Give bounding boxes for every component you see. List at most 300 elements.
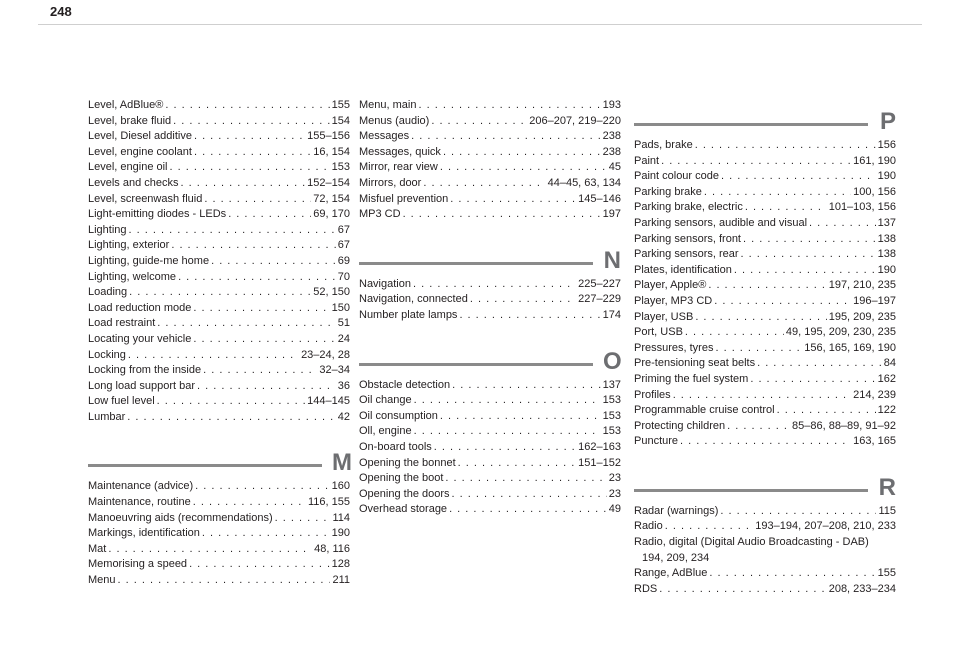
index-term: Paint — [634, 154, 660, 167]
index-term: Opening the boot — [359, 472, 444, 485]
index-term: Locking from the inside — [88, 364, 202, 377]
index-term: Lighting — [88, 223, 127, 236]
section-letter: R — [878, 473, 896, 501]
index-term: Locking — [88, 348, 126, 361]
index-entry — [634, 325, 896, 341]
index-term: Navigation — [359, 277, 411, 290]
dot-leader — [734, 263, 876, 279]
page-reference[interactable]: 174 — [602, 308, 621, 321]
dot-leader — [193, 495, 306, 511]
section-divider — [359, 363, 593, 366]
header-divider — [38, 24, 922, 25]
index-term: Level, engine coolant — [88, 145, 192, 158]
index-term: Maintenance (advice) — [88, 480, 194, 493]
index-entry — [88, 348, 350, 364]
dot-leader — [211, 254, 336, 270]
index-column-3 — [634, 98, 896, 597]
index-entry — [88, 332, 350, 348]
index-entry — [634, 519, 896, 535]
index-entry — [634, 200, 896, 216]
section-divider — [88, 464, 322, 467]
dot-leader — [165, 98, 329, 114]
dot-leader — [418, 98, 600, 114]
page-reference[interactable]: 145–146 — [578, 192, 621, 205]
section-header — [88, 439, 350, 475]
page-reference[interactable]: 153 — [331, 161, 350, 174]
section-divider — [634, 123, 868, 126]
page-reference[interactable]: 137 — [602, 378, 621, 391]
index-term: Protecting children — [634, 419, 726, 432]
page-reference[interactable]: 36 — [337, 379, 350, 392]
page-reference[interactable]: 48, 116 — [314, 542, 350, 555]
section-divider — [634, 489, 868, 492]
dot-leader — [452, 378, 601, 394]
page-reference[interactable]: 155 — [877, 567, 896, 580]
dot-leader — [178, 270, 336, 286]
page-reference[interactable]: 114 — [332, 511, 350, 524]
dot-leader — [173, 114, 329, 130]
dot-leader — [714, 294, 851, 310]
dot-leader — [128, 348, 299, 364]
index-entry — [359, 440, 621, 456]
dot-leader — [750, 372, 875, 388]
dot-leader — [414, 393, 601, 409]
page-reference[interactable]: 84 — [883, 357, 896, 370]
index-entry — [88, 192, 350, 208]
index-entry — [634, 372, 896, 388]
index-term: Level, Diesel additive — [88, 130, 192, 143]
page-reference[interactable]: 137 — [877, 216, 896, 229]
index-term: Mirror, rear view — [359, 161, 438, 174]
dot-leader — [411, 129, 601, 145]
dot-leader — [129, 285, 311, 301]
page-reference[interactable]: 197, 210, 235 — [828, 279, 896, 292]
page-reference[interactable]: 67 — [337, 223, 350, 236]
page-reference[interactable]: 23–24, 28 — [301, 348, 350, 361]
index-entry — [359, 393, 621, 409]
index-entry: 194, 209, 234 — [642, 551, 710, 564]
index-term: Lighting, guide-me home — [88, 254, 210, 267]
page-reference[interactable]: 155–156 — [307, 130, 350, 143]
page-reference[interactable]: 190 — [877, 170, 896, 183]
index-term: Menu — [88, 574, 116, 587]
page-reference[interactable]: 156, 165, 169, 190 — [804, 341, 896, 354]
index-term: Overhead storage — [359, 503, 448, 516]
index-term: Parking sensors, front — [634, 232, 741, 245]
page-reference[interactable]: 227–229 — [578, 293, 621, 306]
page-reference[interactable]: 52, 150 — [313, 286, 350, 299]
index-term: Navigation, connected — [359, 293, 468, 306]
dot-leader — [204, 192, 311, 208]
index-entry — [359, 409, 621, 425]
page-reference[interactable]: 197 — [602, 208, 621, 221]
dot-leader — [275, 511, 331, 527]
dot-leader — [434, 440, 576, 456]
page-reference[interactable]: 144–145 — [307, 395, 350, 408]
index-entry — [359, 98, 621, 114]
page-reference[interactable]: 69 — [337, 254, 350, 267]
page-reference[interactable]: 153 — [602, 409, 621, 422]
index-term: Loading — [88, 286, 128, 299]
index-term: Memorising a speed — [88, 558, 188, 571]
index-term: Load restraint — [88, 317, 156, 330]
dot-leader — [157, 316, 335, 332]
dot-leader — [757, 356, 882, 372]
index-entry — [88, 160, 350, 176]
dot-leader — [665, 519, 754, 535]
index-entry — [634, 185, 896, 201]
dot-leader — [450, 192, 576, 208]
dot-leader — [181, 176, 306, 192]
index-entry — [88, 207, 350, 223]
page-reference[interactable]: 208, 233–234 — [828, 582, 896, 595]
page-reference[interactable]: 115 — [878, 504, 896, 517]
page-reference[interactable]: 32–34 — [319, 364, 350, 377]
index-entry — [88, 363, 350, 379]
page-reference[interactable]: 16, 154 — [313, 145, 350, 158]
dot-leader — [170, 160, 330, 176]
page-reference[interactable]: 45 — [608, 161, 621, 174]
index-entry — [88, 254, 350, 270]
dot-leader — [470, 292, 576, 308]
index-term: Parking brake — [634, 185, 702, 198]
index-term: Opening the bonnet — [359, 456, 456, 469]
index-term: Level, AdBlue® — [88, 99, 164, 111]
page-reference[interactable]: 190 — [877, 263, 896, 276]
page-reference[interactable]: 23 — [608, 472, 621, 485]
dot-leader — [440, 160, 607, 176]
index-term: Paint colour code — [634, 170, 719, 183]
page-reference[interactable]: 160 — [331, 480, 350, 493]
page-reference[interactable]: 51 — [337, 317, 350, 330]
page-reference[interactable]: 238 — [602, 130, 621, 143]
page-reference[interactable]: 238 — [602, 145, 621, 158]
index-term: Low fuel level — [88, 395, 155, 408]
page-reference[interactable]: 225–227 — [578, 277, 621, 290]
index-entry — [634, 154, 896, 170]
dot-leader — [458, 456, 577, 472]
dot-leader — [715, 341, 802, 357]
page-reference[interactable]: 153 — [602, 425, 621, 438]
index-entry — [359, 424, 621, 440]
index-entry — [359, 487, 621, 503]
index-term: RDS — [634, 582, 658, 595]
dot-leader — [194, 129, 305, 145]
index-entry — [88, 98, 350, 114]
index-entry — [634, 403, 896, 419]
index-entry — [88, 573, 350, 589]
index-term: Oil consumption — [359, 409, 438, 422]
dot-leader — [721, 169, 876, 185]
page-reference[interactable]: 100, 156 — [853, 185, 896, 198]
index-entry — [634, 419, 896, 435]
index-term: Long load support bar — [88, 379, 196, 392]
index-term: Opening the doors — [359, 487, 450, 500]
dot-leader — [445, 471, 606, 487]
index-term: Pressures, tyres — [634, 341, 714, 354]
section-header — [634, 98, 896, 134]
index-term: Manoeuvring aids (recommendations) — [88, 511, 273, 524]
page-reference[interactable]: 156 — [877, 139, 896, 151]
page-reference[interactable]: 162 — [877, 372, 896, 385]
index-entry — [634, 310, 896, 326]
page-reference[interactable]: 193–194, 207–208, 210, 233 — [755, 520, 896, 533]
index-entry — [359, 114, 621, 130]
page-reference[interactable]: 193 — [602, 99, 621, 111]
index-entry — [634, 278, 896, 294]
index-entry — [88, 511, 350, 527]
index-term: Messages, quick — [359, 145, 441, 158]
index-term: Menu, main — [359, 99, 417, 111]
dot-leader — [413, 277, 576, 293]
page-reference[interactable]: 138 — [877, 248, 896, 261]
dot-leader — [189, 557, 330, 573]
page-reference[interactable]: 163, 165 — [853, 435, 896, 448]
page-reference[interactable]: 122 — [877, 404, 896, 417]
section-letter: O — [603, 347, 622, 375]
index-term: Level, engine oil — [88, 161, 168, 174]
page-reference[interactable]: 211 — [332, 574, 350, 587]
index-entry — [88, 270, 350, 286]
index-term: Load reduction mode — [88, 301, 192, 314]
page-reference[interactable]: 151–152 — [578, 456, 621, 469]
index-term: Maintenance, routine — [88, 496, 191, 509]
index-term: Levels and checks — [88, 176, 179, 189]
index-entry — [634, 341, 896, 357]
index-entry — [359, 277, 621, 293]
dot-leader — [680, 434, 851, 450]
page-reference[interactable]: 72, 154 — [313, 192, 350, 205]
index-entry — [634, 138, 896, 154]
index-entry — [359, 207, 621, 223]
dot-leader — [203, 363, 317, 379]
index-term: Priming the fuel system — [634, 372, 749, 385]
index-entry — [88, 495, 350, 511]
index-entry — [88, 379, 350, 395]
section-header — [359, 338, 621, 374]
index-entry — [359, 378, 621, 394]
page-reference[interactable]: 195, 209, 235 — [828, 310, 896, 323]
page-reference[interactable]: 190 — [331, 527, 350, 540]
page-reference[interactable]: 24 — [337, 332, 350, 345]
page-reference[interactable]: 161, 190 — [853, 154, 896, 167]
index-entry — [359, 292, 621, 308]
index-entry — [634, 388, 896, 404]
index-term: Parking sensors, rear — [634, 248, 739, 261]
index-term: Pads, brake — [634, 139, 693, 151]
page-reference[interactable]: 23 — [608, 487, 621, 500]
index-term: Radio — [634, 520, 663, 533]
index-term: Locating your vehicle — [88, 332, 192, 345]
index-term: Lighting, exterior — [88, 239, 170, 252]
index-entry — [88, 114, 350, 130]
index-entry — [88, 410, 350, 426]
page-reference[interactable]: 70 — [337, 270, 350, 283]
page-reference[interactable]: 69, 170 — [313, 208, 350, 221]
dot-leader — [695, 310, 826, 326]
page-reference[interactable]: 49, 195, 209, 230, 235 — [785, 326, 896, 339]
dot-leader — [129, 223, 336, 239]
index-term: Puncture — [634, 435, 679, 448]
index-entry — [359, 456, 621, 472]
page-reference[interactable]: 206–207, 219–220 — [529, 114, 621, 127]
dot-leader — [118, 573, 331, 589]
dot-leader — [661, 154, 851, 170]
index-term: On-board tools — [359, 440, 432, 453]
page-reference[interactable]: 162–163 — [578, 440, 621, 453]
index-entry — [88, 176, 350, 192]
index-term: Misfuel prevention — [359, 192, 449, 205]
section-divider — [359, 262, 593, 265]
index-term: Port, USB — [634, 326, 683, 339]
section-header — [634, 464, 896, 500]
index-entry — [634, 434, 896, 450]
index-term: Oll, engine — [359, 425, 412, 438]
index-term: Parking sensors, audible and visual — [634, 216, 808, 229]
dot-leader — [423, 176, 545, 192]
dot-leader — [403, 207, 601, 223]
index-term: Programmable cruise control — [634, 404, 775, 417]
page-reference[interactable]: 152–154 — [307, 176, 350, 189]
page-reference[interactable]: 44–45, 63, 134 — [547, 176, 621, 189]
dot-leader — [449, 502, 607, 518]
index-entry — [88, 301, 350, 317]
dot-leader — [440, 409, 601, 425]
index-term: Level, brake fluid — [88, 114, 172, 127]
index-entry — [88, 285, 350, 301]
index-entry — [359, 308, 621, 324]
dot-leader — [195, 479, 329, 495]
index-term: Level, screenwash fluid — [88, 192, 203, 205]
index-entry — [88, 238, 350, 254]
dot-leader — [228, 207, 311, 223]
dot-leader — [108, 542, 312, 558]
index-term: Range, AdBlue — [634, 567, 708, 580]
index-term: Player, Apple® — [634, 279, 707, 292]
dot-leader — [414, 424, 601, 440]
index-entry — [634, 169, 896, 185]
page-reference[interactable]: 101–103, 156 — [828, 201, 896, 214]
index-entry — [88, 479, 350, 495]
dot-leader — [704, 185, 851, 201]
index-entry — [88, 526, 350, 542]
index-entry — [634, 582, 896, 598]
index-term: Number plate lamps — [359, 308, 458, 321]
index-entry — [634, 216, 896, 232]
index-term: Obstacle detection — [359, 378, 451, 391]
dot-leader — [673, 388, 851, 404]
dot-leader — [695, 138, 876, 154]
page-reference[interactable]: 138 — [877, 232, 896, 245]
section-letter: M — [332, 449, 352, 477]
page-reference[interactable]: 214, 239 — [853, 388, 896, 401]
index-entry — [88, 394, 350, 410]
dot-leader — [431, 114, 527, 130]
dot-leader — [741, 247, 876, 263]
section-letter: P — [879, 108, 896, 135]
section-letter: N — [603, 246, 621, 274]
index-entry — [634, 356, 896, 372]
index-term: Mat — [88, 542, 107, 555]
index-entry — [359, 502, 621, 518]
index-term: Plates, identification — [634, 263, 732, 276]
dot-leader — [709, 566, 875, 582]
index-term: MP3 CD — [359, 208, 401, 221]
dot-leader — [443, 145, 601, 161]
index-entry — [359, 160, 621, 176]
index-entry — [88, 557, 350, 573]
dot-leader — [685, 325, 784, 341]
index-entry — [88, 316, 350, 332]
index-term: Lumbar — [88, 410, 126, 423]
index-entry — [634, 294, 896, 310]
page-reference[interactable]: 85–86, 88–89, 91–92 — [792, 419, 896, 432]
page-reference[interactable]: 155 — [331, 99, 350, 111]
index-entry: Radio, digital (Digital Audio Broadcasting - DAB) — [634, 536, 869, 549]
dot-leader — [202, 526, 330, 542]
dot-leader — [720, 504, 876, 520]
index-entry — [88, 129, 350, 145]
index-entry — [634, 566, 896, 582]
index-column-2 — [359, 98, 621, 518]
index-entry — [359, 192, 621, 208]
index-entry — [634, 504, 896, 520]
page-reference[interactable]: 196–197 — [853, 294, 896, 307]
page-reference[interactable]: 128 — [331, 558, 350, 571]
index-term: Messages — [359, 130, 410, 143]
dot-leader — [193, 301, 329, 317]
page-reference[interactable]: 49 — [608, 503, 621, 516]
dot-leader — [727, 419, 790, 435]
index-term: Lighting, welcome — [88, 270, 177, 283]
page-reference[interactable]: 67 — [337, 239, 350, 252]
dot-leader — [777, 403, 876, 419]
dot-leader — [197, 379, 336, 395]
dot-leader — [743, 232, 876, 248]
index-term: Profiles — [634, 388, 671, 401]
index-term: Menus (audio) — [359, 114, 430, 127]
page-reference[interactable]: 42 — [337, 410, 350, 423]
page-reference[interactable]: 154 — [331, 114, 350, 127]
dot-leader — [809, 216, 876, 232]
index-entry — [634, 263, 896, 279]
dot-leader — [193, 332, 335, 348]
index-column-1 — [88, 98, 350, 589]
page-reference[interactable]: 116, 155 — [307, 496, 350, 509]
index-term: Markings, identification — [88, 527, 200, 540]
dot-leader — [127, 410, 335, 426]
index-entry — [359, 471, 621, 487]
page-number: 248 — [50, 4, 72, 19]
dot-leader — [452, 487, 607, 503]
dot-leader — [708, 278, 826, 294]
index-entry — [359, 176, 621, 192]
index-entry — [634, 247, 896, 263]
index-term: Oil change — [359, 394, 412, 407]
index-term: Pre-tensioning seat belts — [634, 357, 756, 370]
index-term: Player, USB — [634, 310, 694, 323]
index-term: Player, MP3 CD — [634, 294, 713, 307]
page-reference[interactable]: 153 — [602, 394, 621, 407]
dot-leader — [194, 145, 311, 161]
index-entry — [359, 129, 621, 145]
index-term: Light-emitting diodes - LEDs — [88, 208, 227, 221]
index-entry — [88, 223, 350, 239]
dot-leader — [745, 200, 827, 216]
index-entry — [359, 145, 621, 161]
dot-leader — [171, 238, 335, 254]
page-reference[interactable]: 150 — [331, 301, 350, 314]
